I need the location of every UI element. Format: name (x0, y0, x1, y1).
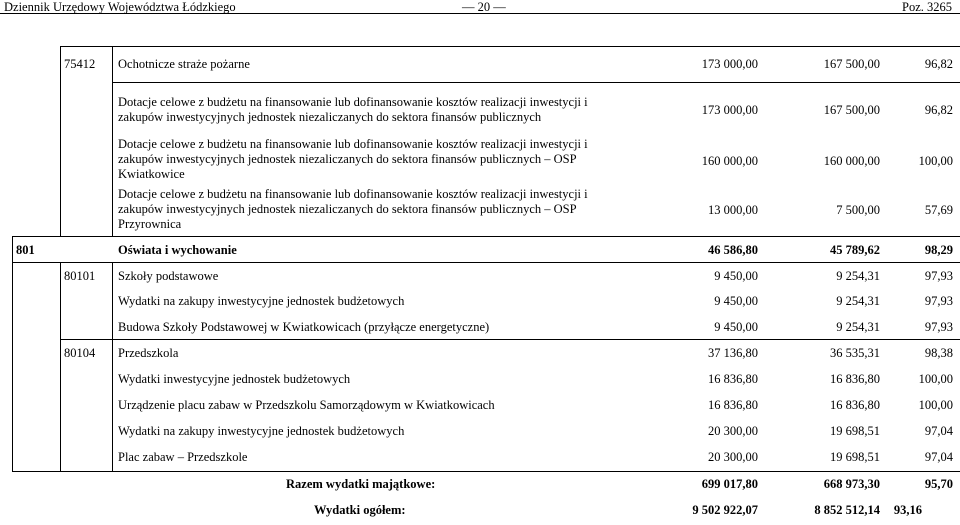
row-name: Wydatki ogółem: (314, 503, 406, 517)
row-exec: 167 500,00 (823, 103, 880, 117)
row-percent: 95,70 (924, 477, 953, 491)
header-rule (0, 13, 960, 14)
row-name: Dotacje celowe z budżetu na finansowanie lub dofinansowanie kosztów realizacji inwestycji i zakupów inwestycyjnych jednostek niezaliczanych do sektora finansów publicznych (118, 95, 588, 124)
row-exec: 7 500,00 (836, 203, 880, 217)
row-exec: 160 000,00 (823, 154, 880, 168)
row-code: 80104 (64, 346, 96, 360)
row-exec: 19 698,51 (830, 450, 880, 464)
row-percent: 97,93 (924, 269, 953, 283)
row-plan: 20 300,00 (708, 424, 758, 438)
row-name: Dotacje celowe z budżetu na finansowanie lub dofinansowanie kosztów realizacji inwestycji i zakupów inwestycyjnych jednostek niezaliczanych do sektora finansów publicznych – OSP Kwiatkowice (118, 137, 588, 181)
row-percent: 98,29 (924, 243, 953, 257)
row-exec: 16 836,80 (830, 398, 880, 412)
row-plan: 173 000,00 (701, 103, 758, 117)
row-plan: 46 586,80 (708, 243, 758, 257)
row-percent: 93,16 (893, 503, 922, 517)
row-name: Razem wydatki majątkowe: (286, 477, 436, 491)
row-plan: 173 000,00 (701, 57, 758, 71)
row-exec: 45 789,62 (830, 243, 880, 257)
row-percent: 97,93 (924, 320, 953, 334)
row-plan: 9 450,00 (714, 294, 758, 308)
row-percent: 57,69 (924, 203, 953, 217)
row-name: Wydatki na zakupy inwestycyjne jednostek budżetowych (118, 424, 405, 438)
row-plan: 20 300,00 (708, 450, 758, 464)
journal-title: Dziennik Urzędowy Województwa Łódzkiego (4, 0, 236, 14)
row-percent: 98,38 (924, 346, 953, 360)
row-percent: 97,04 (924, 450, 953, 464)
row-name: Oświata i wychowanie (118, 243, 237, 257)
row-exec: 167 500,00 (823, 57, 880, 71)
row-percent: 100,00 (918, 398, 953, 412)
row-exec: 19 698,51 (830, 424, 880, 438)
row-plan: 16 836,80 (708, 372, 758, 386)
page-number: — 20 — (462, 0, 506, 14)
row-plan: 9 450,00 (714, 269, 758, 283)
row-percent: 97,04 (924, 424, 953, 438)
row-exec: 9 254,31 (836, 320, 880, 334)
row-code: 801 (16, 243, 35, 257)
position-number: Poz. 3265 (902, 0, 952, 14)
row-percent: 100,00 (918, 154, 953, 168)
row-percent: 96,82 (924, 57, 953, 71)
row-name: Wydatki inwestycyjne jednostek budżetowych (118, 372, 351, 386)
row-percent: 100,00 (918, 372, 953, 386)
row-plan: 9 450,00 (714, 320, 758, 334)
row-name: Przedszkola (118, 346, 179, 360)
row-plan: 13 000,00 (708, 203, 758, 217)
row-exec: 9 254,31 (836, 294, 880, 308)
row-name: Budowa Szkoły Podstawowej w Kwiatkowicach (przyłącze energetyczne) (118, 320, 490, 334)
row-plan: 9 502 922,07 (692, 503, 758, 517)
row-name: Wydatki na zakupy inwestycyjne jednostek budżetowych (118, 294, 405, 308)
row-name: Plac zabaw – Przedszkole (118, 450, 248, 464)
row-percent: 97,93 (924, 294, 953, 308)
row-plan: 160 000,00 (701, 154, 758, 168)
row-exec: 668 973,30 (823, 477, 880, 491)
row-exec: 9 254,31 (836, 269, 880, 283)
row-exec: 36 535,31 (830, 346, 880, 360)
row-plan: 699 017,80 (701, 477, 758, 491)
row-plan: 16 836,80 (708, 398, 758, 412)
row-exec: 16 836,80 (830, 372, 880, 386)
row-code: 80101 (64, 269, 96, 283)
row-name: Dotacje celowe z budżetu na finansowanie lub dofinansowanie kosztów realizacji inwestycji i zakupów inwestycyjnych jednostek niezaliczanych do sektora finansów publicznych – OSP Przyrownica (118, 187, 588, 231)
row-code: 75412 (64, 57, 96, 71)
row-exec: 8 852 512,14 (814, 503, 880, 517)
row-name: Ochotnicze straże pożarne (118, 57, 250, 71)
row-name: Szkoły podstawowe (118, 269, 219, 283)
row-name: Urządzenie placu zabaw w Przedszkolu Samorządowym w Kwiatkowicach (118, 398, 495, 412)
row-percent: 96,82 (924, 103, 953, 117)
row-plan: 37 136,80 (708, 346, 758, 360)
